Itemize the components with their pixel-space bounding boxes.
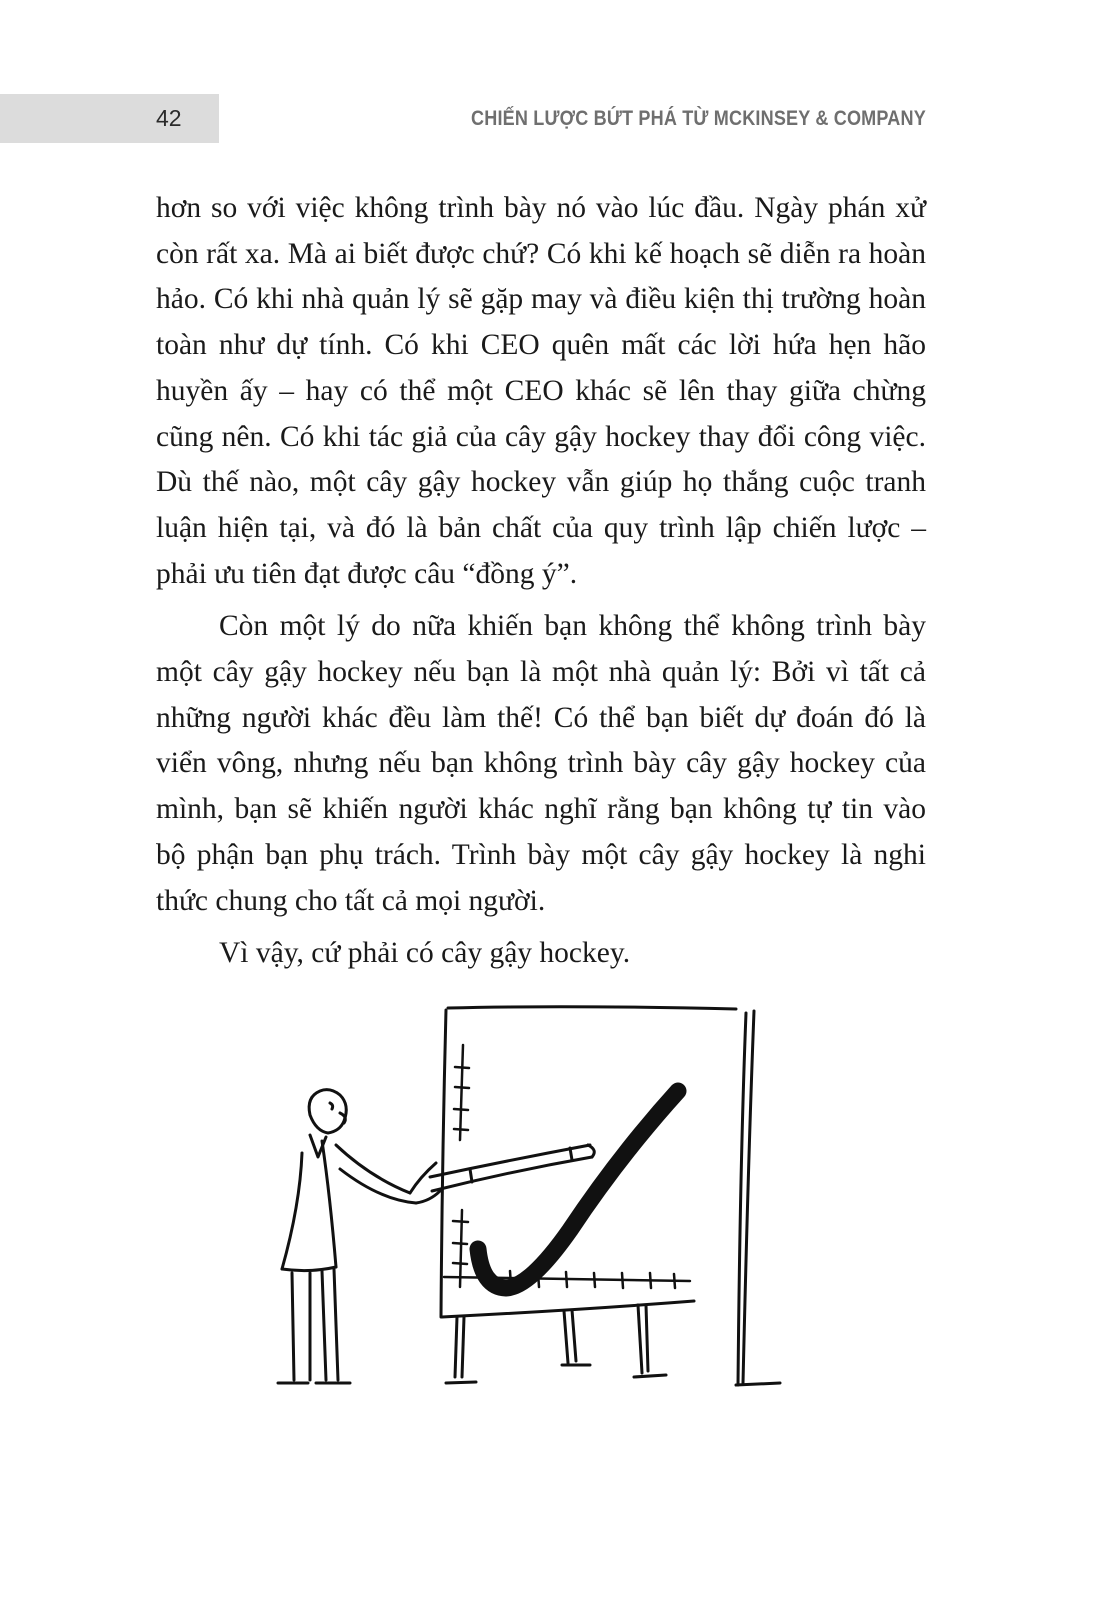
paragraph-3: Vì vậy, cứ phải có cây gậy hockey. xyxy=(219,937,631,970)
paragraph-1: hơn so với việc không trình bày nó vào lúc đầu. Ngày phán xử còn rất xa. Mà ai biết được chứ? Có khi kế hoạch sẽ diễn ra hoàn hảo. Có khi nhà quản lý sẽ gặp may và điều kiện thị trường hoàn toàn như dự tính. Có khi CEO quên mất các lời hứa hẹn hão huyền ấy – hay có thể một CEO khác sẽ lên thay giữa chừng cũng nên. Có khi tác giả của cây gậy hockey thay đổi công việc. Dù thế nào, một cây gậy hockey vẫn giúp họ thắng cuộc tranh luận hiện tại, và đó là bản chất của quy trình lập chiến lược – phải ưu tiên đạt được câu “đồng ý”. xyxy=(156,192,926,590)
paragraph-2: Còn một lý do nữa khiến bạn không thể không trình bày một cây gậy hockey nếu bạn là một nhà quản lý: Bởi vì tất cả những người khác đều làm thế! Có thể bạn biết dự đoán đó là viển vông, nhưng nếu bạn không trình bày cây gậy hockey của mình, bạn sẽ khiến người khác nghĩ rằng bạn không tự tin vào bộ phận bạn phụ trách. Trình bày một cây gậy hockey là nghi thức chung cho tất cả mọi người. xyxy=(156,610,926,917)
page-number: 42 xyxy=(156,105,182,131)
presenter-figure xyxy=(278,1090,440,1383)
pointer-stick xyxy=(430,1145,594,1191)
body-text xyxy=(156,186,926,984)
running-title: CHIẾN LƯỢC BỨT PHÁ TỪ MCKINSEY & COMPANY xyxy=(471,107,926,130)
header-page-number-band xyxy=(0,94,219,143)
easel-board xyxy=(441,1007,780,1385)
hockey-stick-cartoon-illustration xyxy=(270,1005,810,1425)
hockey-stick-line xyxy=(478,1091,678,1288)
